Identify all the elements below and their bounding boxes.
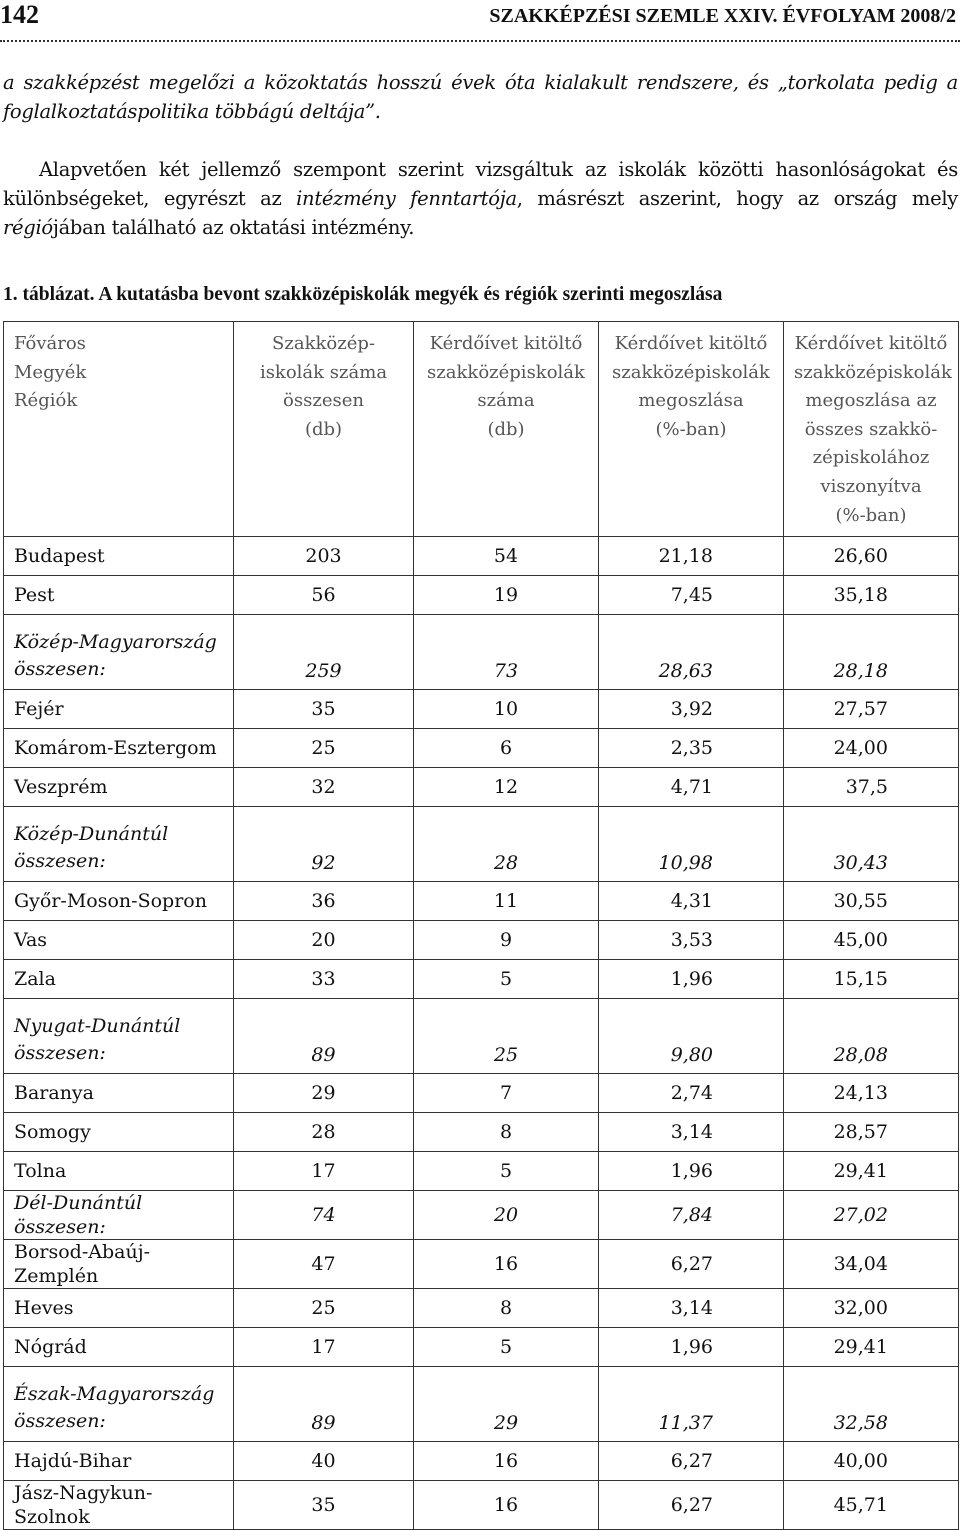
region-name-line: összesen: <box>14 1042 106 1065</box>
responding-schools-cell: 16 <box>414 1481 599 1530</box>
table-header-row <box>4 322 959 537</box>
responding-ratio-cell: 40,00 <box>784 1442 959 1481</box>
responding-ratio-cell: 29,41 <box>784 1328 959 1367</box>
table-row <box>4 576 959 615</box>
paragraph-2-emphasis-1: intézmény fenntartója <box>296 187 517 210</box>
total-schools-cell: 33 <box>234 960 414 999</box>
table-row <box>4 1289 959 1328</box>
responding-schools-cell: 54 <box>414 537 599 576</box>
subtotal-row <box>4 1191 959 1240</box>
responding-ratio-cell: 28,18 <box>784 615 959 690</box>
responding-ratio-cell: 32,58 <box>784 1367 959 1442</box>
responding-share-cell: 28,63 <box>599 615 784 690</box>
table-row <box>4 690 959 729</box>
region-name-cell: Baranya <box>4 1074 234 1113</box>
region-name-cell: Zala <box>4 960 234 999</box>
table-row <box>4 1074 959 1113</box>
table-row <box>4 1240 959 1289</box>
header-line: szakközépiskolák <box>427 361 585 383</box>
region-name-cell: Borsod-Abaúj-Zemplén <box>4 1240 234 1289</box>
responding-ratio-cell: 32,00 <box>784 1289 959 1328</box>
total-schools-cell: 20 <box>234 921 414 960</box>
responding-schools-cell: 28 <box>414 807 599 882</box>
total-schools-cell: 25 <box>234 1289 414 1328</box>
responding-schools-cell: 29 <box>414 1367 599 1442</box>
responding-share-cell: 6,27 <box>599 1442 784 1481</box>
total-schools-cell: 35 <box>234 1481 414 1530</box>
region-name-cell: Heves <box>4 1289 234 1328</box>
responding-share-cell: 6,27 <box>599 1481 784 1530</box>
responding-schools-cell: 8 <box>414 1289 599 1328</box>
table-caption: 1. táblázat. A kutatásba bevont szakközépiskolák megyék és régiók szerinti megoszlása <box>3 284 723 305</box>
table-row <box>4 768 959 807</box>
header-line: összes szakkö- <box>804 418 938 440</box>
region-name-line: összesen: <box>14 1410 106 1433</box>
data-table <box>3 321 959 1530</box>
paragraph-1 <box>3 68 958 126</box>
region-name-cell: Vas <box>4 921 234 960</box>
header-line: Szakközép- <box>272 333 375 354</box>
responding-ratio-cell: 29,41 <box>784 1152 959 1191</box>
region-name-cell <box>4 999 234 1074</box>
responding-share-cell: 3,14 <box>599 1289 784 1328</box>
journal-title: SZAKKÉPZÉSI SZEMLE XXIV. ÉVFOLYAM 2008/2 <box>489 5 956 27</box>
total-schools-cell: 56 <box>234 576 414 615</box>
responding-ratio-cell: 28,08 <box>784 999 959 1074</box>
total-schools-cell: 47 <box>234 1240 414 1289</box>
responding-ratio-cell: 27,02 <box>784 1191 959 1240</box>
table-row <box>4 1113 959 1152</box>
region-name-line: Észak-Magyarország <box>14 1383 215 1406</box>
responding-share-cell: 21,18 <box>599 537 784 576</box>
header-line: Kérdőívet kitöltő <box>429 333 583 354</box>
region-name-cell: Veszprém <box>4 768 234 807</box>
responding-ratio-cell: 30,43 <box>784 807 959 882</box>
table-body <box>4 537 959 1530</box>
responding-share-cell: 11,37 <box>599 1367 784 1442</box>
paragraph-2-text-c: jában található az oktatási intézmény. <box>52 216 415 239</box>
total-schools-cell: 28 <box>234 1113 414 1152</box>
table-row <box>4 537 959 576</box>
page-header <box>0 0 960 40</box>
responding-ratio-cell: 30,55 <box>784 882 959 921</box>
header-responding-schools <box>414 322 599 537</box>
table-row <box>4 1328 959 1367</box>
header-line: szakközépiskolák <box>612 361 770 383</box>
responding-ratio-cell: 34,04 <box>784 1240 959 1289</box>
responding-share-cell: 7,84 <box>599 1191 784 1240</box>
responding-ratio-cell: 28,57 <box>784 1113 959 1152</box>
paragraph-2 <box>3 155 958 242</box>
paragraph-2-text-a: Alapvetően két jellemző szempont szerint vizsgáltuk az iskolák közötti hasonlóságokat és különbségeket, egyrészt az <box>3 158 958 210</box>
header-line: viszonyítva <box>820 475 922 497</box>
region-name-cell: Pest <box>4 576 234 615</box>
header-responding-ratio <box>784 322 959 537</box>
region-name-cell: Jász-Nagykun-Szolnok <box>4 1481 234 1530</box>
responding-share-cell: 2,74 <box>599 1074 784 1113</box>
header-line: összesen <box>283 390 364 412</box>
paragraph-2-text-b: , másrészt aszerint, hogy az ország mely <box>516 187 958 210</box>
header-line: Főváros <box>14 333 86 354</box>
region-name-line: összesen: <box>14 658 106 681</box>
responding-share-cell: 1,96 <box>599 960 784 999</box>
header-line: megoszlása az <box>805 390 937 412</box>
header-line: száma <box>477 390 535 412</box>
total-schools-cell: 36 <box>234 882 414 921</box>
header-line: Kérdőívet kitöltő <box>794 333 948 354</box>
total-schools-cell: 89 <box>234 999 414 1074</box>
responding-ratio-cell: 26,60 <box>784 537 959 576</box>
header-line: (db) <box>304 418 343 440</box>
region-name-cell: Győr-Moson-Sopron <box>4 882 234 921</box>
responding-schools-cell: 73 <box>414 615 599 690</box>
total-schools-cell: 17 <box>234 1152 414 1191</box>
responding-schools-cell: 16 <box>414 1240 599 1289</box>
header-line: szakközépiskolák <box>794 361 952 383</box>
responding-share-cell: 1,96 <box>599 1152 784 1191</box>
responding-share-cell: 1,96 <box>599 1328 784 1367</box>
total-schools-cell: 25 <box>234 729 414 768</box>
total-schools-cell: 17 <box>234 1328 414 1367</box>
responding-schools-cell: 9 <box>414 921 599 960</box>
table-row <box>4 960 959 999</box>
page-number: 142 <box>0 0 39 29</box>
responding-ratio-cell: 24,00 <box>784 729 959 768</box>
responding-schools-cell: 10 <box>414 690 599 729</box>
total-schools-cell: 29 <box>234 1074 414 1113</box>
header-region <box>4 322 234 537</box>
header-line: (db) <box>487 418 525 440</box>
responding-share-cell: 6,27 <box>599 1240 784 1289</box>
responding-share-cell: 4,71 <box>599 768 784 807</box>
responding-ratio-cell: 27,57 <box>784 690 959 729</box>
paragraph-2-emphasis-2: régió <box>3 216 53 239</box>
responding-schools-cell: 7 <box>414 1074 599 1113</box>
responding-schools-cell: 5 <box>414 960 599 999</box>
header-line: iskolák száma <box>259 361 388 383</box>
region-name-cell <box>4 1367 234 1442</box>
responding-schools-cell: 16 <box>414 1442 599 1481</box>
total-schools-cell: 74 <box>234 1191 414 1240</box>
region-name-line: Közép-Dunántúl <box>14 823 169 846</box>
responding-schools-cell: 6 <box>414 729 599 768</box>
region-name-cell <box>4 807 234 882</box>
header-line: zépiskolához <box>812 447 930 469</box>
responding-share-cell: 3,92 <box>599 690 784 729</box>
total-schools-cell: 35 <box>234 690 414 729</box>
header-line: (%-ban) <box>835 504 907 526</box>
region-name-cell: Budapest <box>4 537 234 576</box>
header-line: megoszlása <box>638 390 744 412</box>
total-schools-cell: 203 <box>234 537 414 576</box>
region-name-cell <box>4 615 234 690</box>
responding-schools-cell: 12 <box>414 768 599 807</box>
table-row <box>4 1152 959 1191</box>
total-schools-cell: 89 <box>234 1367 414 1442</box>
subtotal-row <box>4 615 959 690</box>
region-name-cell: Somogy <box>4 1113 234 1152</box>
responding-ratio-cell: 15,15 <box>784 960 959 999</box>
header-line: Régiók <box>14 390 78 412</box>
responding-share-cell: 3,53 <box>599 921 784 960</box>
responding-schools-cell: 20 <box>414 1191 599 1240</box>
region-name-cell: Tolna <box>4 1152 234 1191</box>
region-name-cell: Hajdú-Bihar <box>4 1442 234 1481</box>
header-line: Kérdőívet kitöltő <box>614 333 768 354</box>
table-row <box>4 729 959 768</box>
region-name-line: összesen: <box>14 850 106 873</box>
table-row <box>4 882 959 921</box>
subtotal-row <box>4 807 959 882</box>
responding-share-cell: 9,80 <box>599 999 784 1074</box>
header-line: Megyék <box>14 361 87 383</box>
table-row <box>4 1442 959 1481</box>
responding-share-cell: 2,35 <box>599 729 784 768</box>
header-total-schools <box>234 322 414 537</box>
region-name-cell: Fejér <box>4 690 234 729</box>
region-name-cell: Dél-Dunántúl összesen: <box>4 1191 234 1240</box>
responding-schools-cell: 8 <box>414 1113 599 1152</box>
header-line: (%-ban) <box>655 418 727 440</box>
region-name-line: Nyugat-Dunántúl <box>14 1015 181 1038</box>
total-schools-cell: 92 <box>234 807 414 882</box>
responding-schools-cell: 11 <box>414 882 599 921</box>
region-name-cell: Komárom-Esztergom <box>4 729 234 768</box>
responding-ratio-cell: 35,18 <box>784 576 959 615</box>
responding-schools-cell: 5 <box>414 1152 599 1191</box>
table-row <box>4 1481 959 1530</box>
responding-ratio-cell: 24,13 <box>784 1074 959 1113</box>
region-name-cell: Nógrád <box>4 1328 234 1367</box>
responding-schools-cell: 5 <box>414 1328 599 1367</box>
header-dotted-divider <box>0 40 960 42</box>
table-row <box>4 921 959 960</box>
responding-ratio-cell: 37,5 <box>784 768 959 807</box>
total-schools-cell: 40 <box>234 1442 414 1481</box>
header-responding-share <box>599 322 784 537</box>
subtotal-row <box>4 1367 959 1442</box>
responding-schools-cell: 19 <box>414 576 599 615</box>
paragraph-1-text: a szakképzést megelőzi a közoktatás hosszú évek óta kialakult rendszere, és „torkolata pedig a foglalkoztatáspolitika többágú deltája”. <box>3 71 958 123</box>
responding-share-cell: 10,98 <box>599 807 784 882</box>
total-schools-cell: 259 <box>234 615 414 690</box>
region-name-line: Közép-Magyarország <box>14 631 217 654</box>
responding-share-cell: 7,45 <box>599 576 784 615</box>
total-schools-cell: 32 <box>234 768 414 807</box>
responding-ratio-cell: 45,00 <box>784 921 959 960</box>
subtotal-row <box>4 999 959 1074</box>
responding-schools-cell: 25 <box>414 999 599 1074</box>
responding-share-cell: 3,14 <box>599 1113 784 1152</box>
responding-share-cell: 4,31 <box>599 882 784 921</box>
responding-ratio-cell: 45,71 <box>784 1481 959 1530</box>
